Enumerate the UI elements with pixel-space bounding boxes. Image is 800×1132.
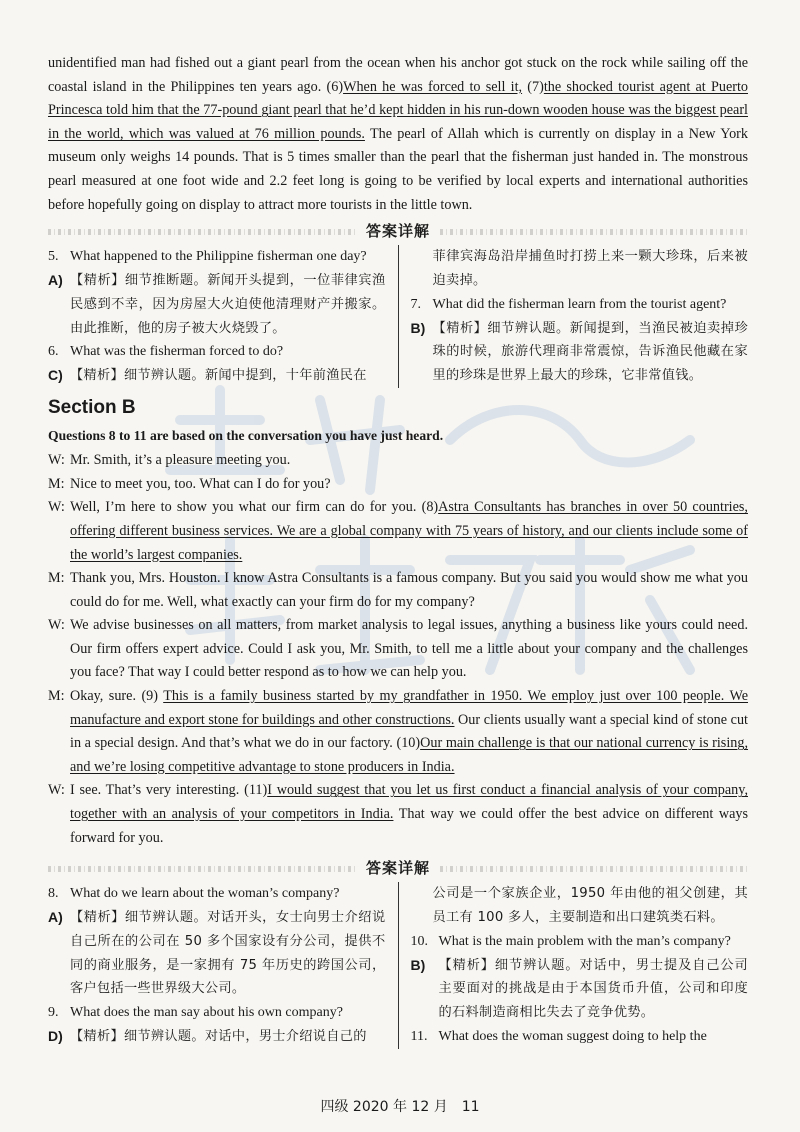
question <box>48 340 386 364</box>
speaker-label: W: <box>48 499 65 516</box>
speaker-label: W: <box>48 617 65 634</box>
speaker-label: M: <box>48 475 65 492</box>
question-number: 8. <box>48 886 59 902</box>
question-number: 9. <box>48 1005 59 1021</box>
underlined-answer-11: I would suggest that you let us first conduct a financial analysis of your company, together with an analysis of your competitors in India. <box>70 782 748 823</box>
answer-divider <box>48 221 748 243</box>
speaker-label: M: <box>48 570 65 587</box>
answer <box>411 317 749 388</box>
dialogue-text: Thank you, Mrs. Houston. I know Astra Consultants is a famous company. But you said you would show me what you could do for me. Well, what exactly can your firm do for my company? <box>70 570 748 610</box>
answer <box>48 364 386 388</box>
answer-explanation: 【精析】细节辨认题。新闻提到，当渔民被迫卖掉珍珠的时候，旅游代理商非常震惊，告诉渔民他藏在家里的珍珠是世界上最大的珍珠，它非常值钱。 <box>432 320 748 384</box>
passage-text: The pearl of Allah which is currently on display in a New York museum only weighs 14 pounds. That is 5 times smaller than the pearl that the fisherman just handed in. The monstrous pearl measured at one foot wide and 2.2 feet long is going to be verified by local experts and international authorities before hopefully going on display to attract more tourists in the little town. <box>48 125 748 213</box>
question <box>48 1001 386 1025</box>
answer-explanation: 【精析】细节辨认题。对话中，男士介绍说自己的 <box>70 1029 367 1044</box>
question <box>411 1025 749 1049</box>
question-number: 11. <box>410 1029 428 1044</box>
answer-letter: B) <box>410 319 426 336</box>
underlined-answer-7: the shocked tourist agent at Puerto Princesca told him that the 77-pound giant pearl that he’d kept hidden in his run-down wooden house was the biggest pearl in the world, which was valued at 76 million pounds. <box>48 78 748 142</box>
answer-explanation: 【精析】细节辨认题。对话中，男士提及自己公司主要面对的挑战是由于本国货币升值，公司和印度的石料制造商相比失去了竞争优势。 <box>438 957 748 1021</box>
dialogue-line <box>48 496 748 567</box>
right-column <box>399 882 749 1049</box>
passage-text: (7) <box>522 78 544 95</box>
answer <box>48 1025 386 1049</box>
page-footer: 四级 2020 年 12 月 11 <box>320 1099 480 1115</box>
question-number: 7. <box>410 296 421 312</box>
question-number: 10. <box>410 933 428 949</box>
answer-explanation: 【精析】细节辨认题。新闻中提到，十年前渔民在 <box>70 368 367 384</box>
answer-letter: C) <box>48 367 63 384</box>
question-text: What does the man say about his own company? <box>70 1005 343 1021</box>
answer-letter: B) <box>410 956 426 973</box>
answer-explanation-continued: 菲律宾海岛沿岸捕鱼时打捞上来一颗大珍珠，后来被迫卖掉。 <box>432 249 748 288</box>
passage-text: unidentified man had fished out a giant pearl from the ocean when his anchor got stuck on the rock while sailing off the coastal island in the Philippines ten years ago. (6) <box>48 55 748 95</box>
question-text: What is the main problem with the man’s company? <box>438 933 731 949</box>
section-title: Section B <box>48 396 136 418</box>
question-text: What do we learn about the woman’s company? <box>70 886 340 902</box>
underlined-answer-6: When he was forced to sell it, <box>343 78 523 95</box>
content <box>48 52 748 1049</box>
answer <box>48 269 386 340</box>
dialogue-line <box>48 779 748 850</box>
answer-letter: A) <box>48 271 63 288</box>
left-column <box>48 882 399 1049</box>
section-instruction: Questions 8 to 11 are based on the conversation you have just heard. <box>48 427 444 443</box>
answer-explanations-2 <box>48 882 748 1049</box>
left-column <box>48 245 399 388</box>
dialogue-text: I see. That’s very interesting. (11) <box>70 782 268 799</box>
answer-letter: A) <box>48 909 63 926</box>
question <box>48 882 386 906</box>
question <box>411 293 749 317</box>
dialogue-text: That way we could offer the best advice on different ways forward for you. <box>70 806 748 846</box>
question-text: What happened to the Philippine fisherman one day? <box>70 249 367 265</box>
answer-explanation: 【精析】细节辨认题。对话开头，女士向男士介绍说自己所在的公司在 50 多个国家设有分公司，提供不同的商业服务，是一家拥有 75 年历史的跨国公司，客户包括一些世界级大公司。 <box>70 910 386 997</box>
underlined-answer-10: Our main challenge is that our national currency is rising, and we’re losing competitive advantage to stone producers in India. <box>70 735 749 775</box>
dialogue-text: Okay, sure. (9) <box>70 688 164 705</box>
dialogue-text: Our clients usually want a special kind of stone cut in a special design. And that’s what we do in our factory. (10) <box>70 711 748 752</box>
question-number: 6. <box>48 344 59 360</box>
speaker-label: M: <box>48 688 65 705</box>
question-text: What was the fisherman forced to do? <box>70 344 284 360</box>
right-column <box>399 245 749 388</box>
dialogue <box>48 449 748 850</box>
dialogue-text: Nice to meet you, too. What can I do for you? <box>70 475 331 492</box>
underlined-answer-8: Astra Consultants has branches in over 50 countries, offering different business services. We are a global company with 75 years of history, and our clients include some of the world’s largest companies. <box>70 499 748 563</box>
answer-divider <box>48 858 748 880</box>
dialogue-line <box>48 614 748 685</box>
answer-explanations-1 <box>48 245 748 388</box>
divider-title: 答案详解 <box>366 859 431 878</box>
dialogue-text: Well, I’m here to show you what our firm can do for you. (8) <box>70 499 439 516</box>
dialogue-line <box>48 473 748 497</box>
dialogue-text: We advise businesses on all matters, from market analysis to legal issues, anything a business like yours could need. Our firm offers expert advice. Could I ask you, Mr. Smith, to tell me a little about your company and the challenges you face? That way I could better respond as to how we can help you. <box>70 617 748 681</box>
question-number: 5. <box>48 249 59 265</box>
speaker-label: W: <box>48 782 65 799</box>
question-text: What does the woman suggest doing to help the <box>438 1029 707 1044</box>
speaker-label: W: <box>48 452 65 469</box>
dialogue-line <box>48 567 748 614</box>
question <box>411 930 749 954</box>
question-text: What did the fisherman learn from the tourist agent? <box>432 296 727 312</box>
answer-explanation: 【精析】细节推断题。新闻开头提到，一位菲律宾渔民感到不幸，因为房屋大火迫使他清理财产并搬家。由此推断，他的房子被大火烧毁了。 <box>70 272 386 336</box>
question <box>48 245 386 269</box>
divider-title: 答案详解 <box>366 222 431 241</box>
dialogue-text: Mr. Smith, it’s a pleasure meeting you. <box>70 452 291 469</box>
answer-letter: D) <box>48 1028 63 1044</box>
news-passage <box>48 52 748 217</box>
answer-explanation-continued: 公司是一个家族企业，1950 年由他的祖父创建，其员工有 100 多人，主要制造和出口建筑类石料。 <box>432 886 748 926</box>
answer <box>411 954 749 1025</box>
dialogue-line <box>48 685 748 779</box>
dialogue-line <box>48 449 748 473</box>
answer <box>48 906 386 1001</box>
underlined-answer-9: This is a family business started by my grandfather in 1950. We employ just over 100 people. We manufacture and export stone for buildings and other constructions. <box>70 688 749 728</box>
